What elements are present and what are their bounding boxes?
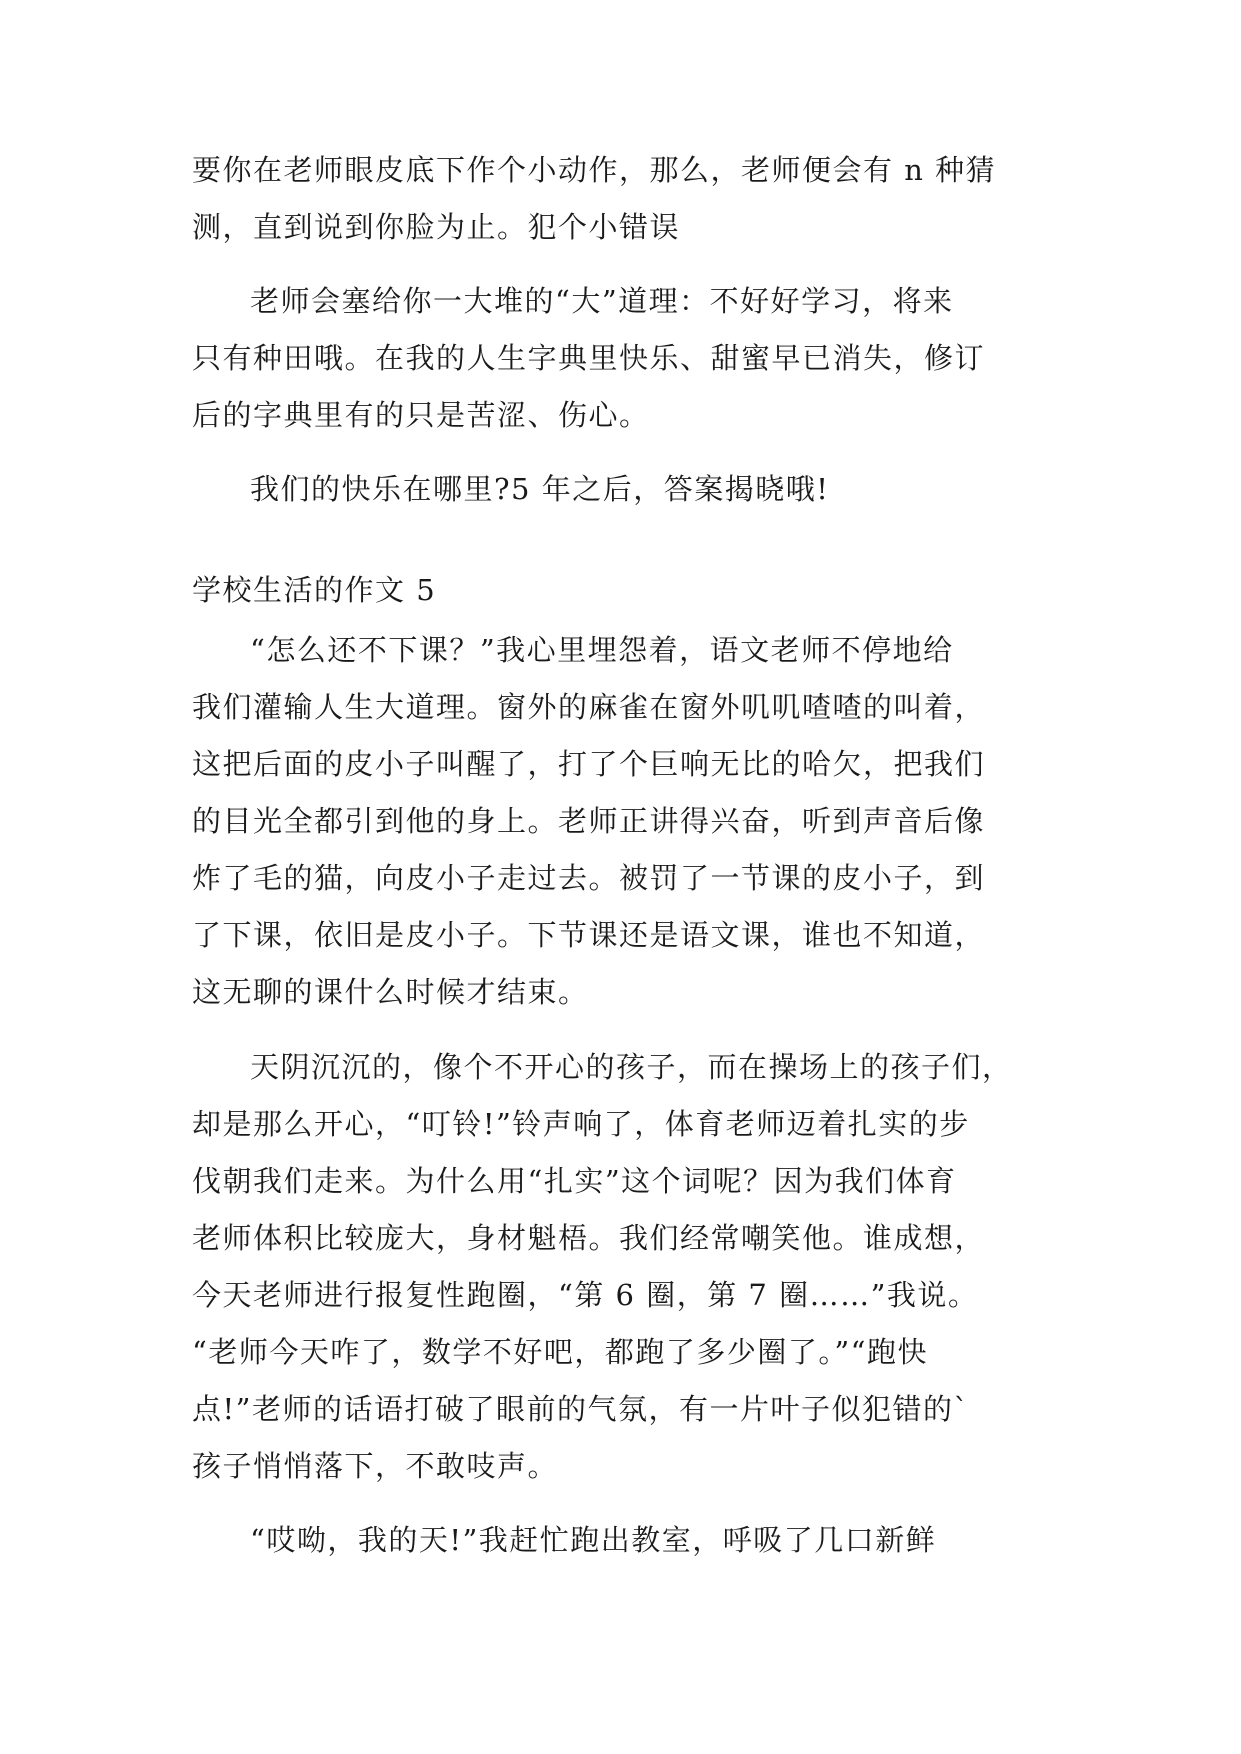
- text-line: 老师体积比较庞大，身材魁梧。我们经常嘲笑他。谁成想，: [192, 1221, 986, 1255]
- paragraph-line: 老师会塞给你一大堆的“大”道理：不好好学习，将来: [250, 284, 954, 318]
- paragraph-line: 天阴沉沉的，像个不开心的孩子，而在操场上的孩子们，: [250, 1050, 1013, 1084]
- text-line: “老师今天咋了，数学不好吧，都跑了多少圈了。”“跑快: [192, 1335, 928, 1369]
- text-line: 炸了毛的猫，向皮小子走过去。被罚了一节课的皮小子，到: [192, 861, 986, 895]
- paragraph-line: “怎么还不下课？”我心里埋怨着，语文老师不停地给: [250, 633, 954, 667]
- text-line: 后的字典里有的只是苦涩、伤心。: [192, 398, 650, 432]
- text-line: 我们灌输人生大道理。窗外的麻雀在窗外叽叽喳喳的叫着，: [192, 690, 986, 724]
- text-line: 了下课，依旧是皮小子。下节课还是语文课，谁也不知道，: [192, 918, 986, 952]
- text-line: 孩子悄悄落下，不敢吱声。: [192, 1449, 559, 1483]
- text-line: 的目光全都引到他的身上。老师正讲得兴奋，听到声音后像: [192, 804, 986, 838]
- text-line: 要你在老师眼皮底下作个小动作，那么，老师便会有 n 种猜: [192, 153, 997, 187]
- paragraph-line: 我们的快乐在哪里?5 年之后，答案揭晓哦!: [250, 472, 830, 506]
- text-line: 这无聊的课什么时候才结束。: [192, 975, 589, 1009]
- text-line: 却是那么开心，“叮铃!”铃声响了，体育老师迈着扎实的步: [192, 1107, 970, 1141]
- section-heading: 学校生活的作文 5: [192, 573, 437, 607]
- paragraph-line: “哎呦，我的天!”我赶忙跑出教室，呼吸了几口新鲜: [250, 1523, 937, 1557]
- text-line: 测，直到说到你脸为止。犯个小错误: [192, 210, 681, 244]
- text-line: 只有种田哦。在我的人生字典里快乐、甜蜜早已消失，修订: [192, 341, 986, 375]
- text-line: 点!”老师的话语打破了眼前的气氛，有一片叶子似犯错的`: [192, 1392, 970, 1426]
- text-line: 今天老师进行报复性跑圈，“第 6 圈，第 7 圈……”我说。: [192, 1278, 979, 1312]
- text-line: 伐朝我们走来。为什么用“扎实”这个词呢？因为我们体育: [192, 1164, 957, 1198]
- text-line: 这把后面的皮小子叫醒了，打了个巨响无比的哈欠，把我们: [192, 747, 986, 781]
